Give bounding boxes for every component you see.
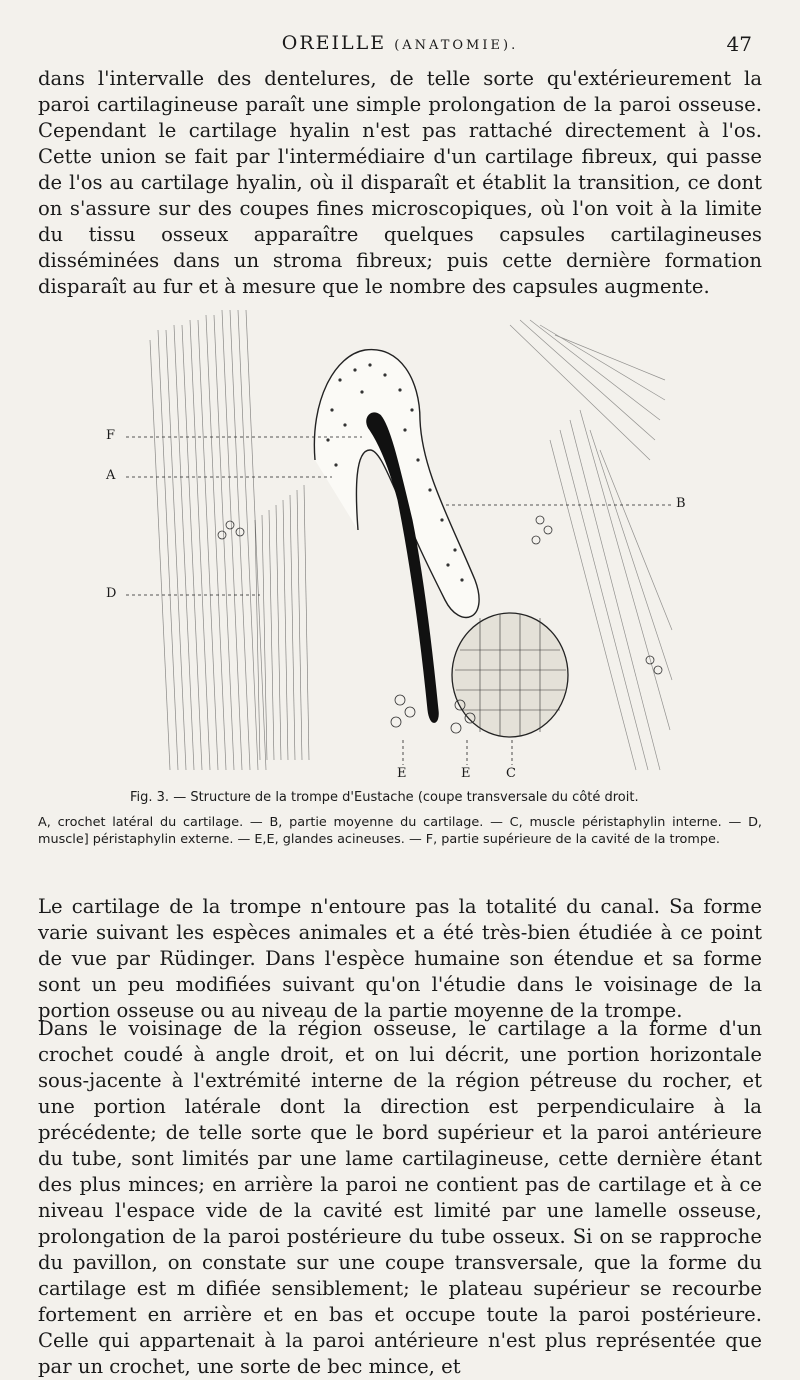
muscle-fibers-left — [150, 310, 266, 770]
paragraph-1: dans l'intervalle des dentelures, de telle sorte qu'extérieurement la paroi cartilagineuse paraît une simple prolongation de la paroi osseuse. Cependant le cartilage hyalin n'est pas rattaché directement à l'os. Cette union se fait par l'intermédiaire d'un cartilage fibreux, qui passe de l'os au cartilage hyalin, où il disparaît et établit la transition, ce dont on s'assure sur des coupes fines microscopiques, où l'on voit à la limite du tissu osseux apparaître quelques capsules cartilagineuses disséminées dans un stroma fibreux; puis cette dernière formation disparaît au fur et à mesure que le nombre des capsules augmente. — [38, 67, 762, 298]
figure-label-a: A — [106, 468, 116, 483]
paragraph-2: Le cartilage de la trompe n'entoure pas la totalité du canal. Sa forme varie suivant les espèces animales et a été très-bien étudiée à ce point de vue par Rüdinger. Dans l'espèce humaine son étendue et sa forme sont un peu modifiées suivant qu'on l'étudie dans le voisinage de la portion osseuse ou au niveau de la partie moyenne de la trompe. — [38, 895, 762, 1022]
figure-label-f: F — [106, 428, 116, 443]
running-head-title: OREILLE — [281, 32, 387, 54]
figure-illustration — [100, 300, 700, 785]
muscle-c-mass — [452, 613, 568, 737]
page-header — [0, 32, 800, 60]
anatomical-figure — [100, 300, 700, 785]
paragraph-3: Dans le voisinage de la région osseuse, le cartilage a la forme d'un crochet coudé à angle droit, et on lui décrit, une portion horizontale sous-jacente à l'extrémité interne de la région pétreuse du rocher, et une portion latérale dont la direction est perpendiculaire à la précédente; de telle sorte que le bord supérieur et la paroi antérieure du tube, sont limités par une lame cartilagineuse, cette dernière étant des plus minces; en arrière la paroi ne contient pas de cartilage et à ce niveau l'espace vide de la cavité est limité par une lamelle osseuse, prolongation de la paroi postérieure du tube osseux. Si on se rapproche du pavillon, on constate sur une coupe transversale, que la forme du cartilage est m difiée sensiblement; le plateau supérieur se recourbe fortement en arrière et en bas et occupe toute la paroi postérieure. Celle qui appartenait à la paroi antérieure n'est plus représentée que par un crochet, une sorte de bec mince, et — [38, 1017, 762, 1378]
figure-label-c: C — [506, 766, 516, 781]
page-number: 47 — [726, 32, 752, 56]
running-head-subtitle: (ANATOMIE). — [394, 38, 519, 53]
muscle-band-d — [255, 485, 309, 760]
figure-label-e1: E — [397, 766, 407, 781]
running-head — [0, 32, 800, 54]
figure-label-b: B — [676, 496, 686, 511]
figure-label-d: D — [106, 586, 117, 601]
figure-label-e2: E — [461, 766, 471, 781]
figure-caption-legend: A, crochet latéral du cartilage. — B, partie moyenne du cartilage. — C, muscle péristaphylin interne. — D, muscle] péristaphylin externe. — E,E, glandes acineuses. — F, partie supérieure de la cavité de la trompe. — [38, 815, 762, 847]
figure-caption-title: Fig. 3. — Structure de la trompe d'Eustache (coupe transversale du côté droit. — [130, 790, 639, 805]
